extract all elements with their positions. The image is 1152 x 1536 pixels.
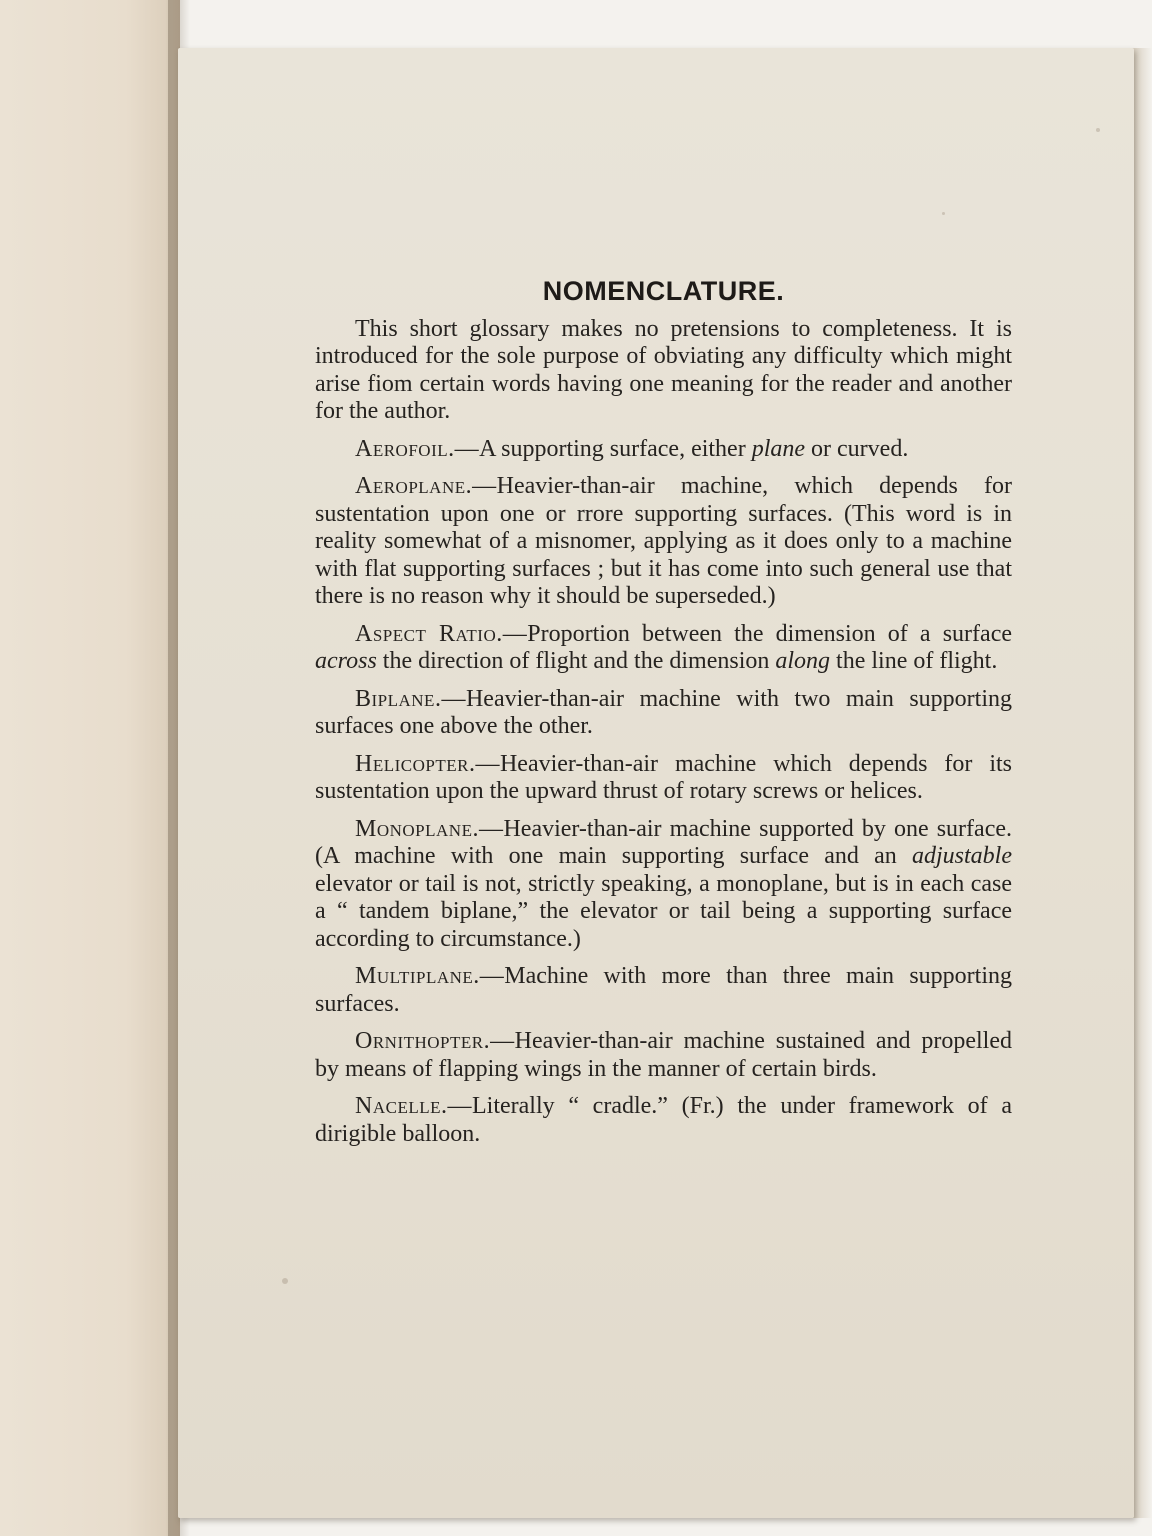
paper-spot xyxy=(942,212,945,215)
emphasis-text: adjustable xyxy=(912,843,1012,869)
glossary-term: Ornithopter.— xyxy=(355,1028,515,1054)
left-page xyxy=(0,0,180,1536)
definition-text: A supporting surface, either xyxy=(479,435,752,462)
definition-text: Machine with more than three main supporting surfaces. xyxy=(315,963,1012,1017)
definition-text: or curved. xyxy=(805,435,909,462)
definition-text: Heavier-than-air machine with two main supporting surfaces one above the other. xyxy=(315,685,1012,739)
glossary-entry xyxy=(315,621,1012,676)
glossary-term: Aspect Ratio.— xyxy=(355,620,528,647)
page-content xyxy=(315,278,1012,1158)
definition-text: Heavier-than-air machine which depends for its sustentation upon the upward thrust of rotary screws or helices. xyxy=(315,750,1012,804)
page-edge xyxy=(1132,48,1152,1518)
glossary-entry xyxy=(315,816,1012,954)
glossary-list xyxy=(315,436,1012,1149)
definition-text: the direction of flight and the dimension xyxy=(376,648,776,674)
definition-text: Heavier-than-air machine, which depends for sustentation upon one or rrore supporting surfaces. (This word is in reality somewhat of a misnomer, applying as it does only to a machine with flat supporting surfaces ; but it has come into such general use that there is no reason why it should be superseded.) xyxy=(315,473,1012,609)
emphasis-text: plane xyxy=(751,435,806,462)
glossary-entry xyxy=(315,686,1012,741)
emphasis-text: across xyxy=(315,648,377,674)
glossary-entry xyxy=(315,751,1012,806)
definition-text: Literally “ cradle.” (Fr.) the under framework of a dirigible balloon. xyxy=(315,1093,1012,1147)
glossary-term: Nacelle.— xyxy=(355,1093,472,1119)
glossary-term: Aerofoil.— xyxy=(355,435,480,462)
glossary-entry xyxy=(315,436,1012,464)
glossary-entry xyxy=(315,473,1012,611)
definition-text: Heavier-than-air machine supported by one surface. (A machine with one main supporting surface and an xyxy=(315,815,1012,869)
glossary-term: Monoplane.— xyxy=(355,815,504,842)
glossary-term: Multiplane.— xyxy=(355,963,505,989)
glossary-term: Aeroplane.— xyxy=(355,473,497,499)
intro-paragraph: This short glossary makes no pretensions to completeness. It is introduced for the sole purpose of obviating any difficulty which might arise fiom certain words having one meaning for the reader and another for the author. xyxy=(315,315,1012,424)
glossary-entry xyxy=(315,963,1012,1018)
paper-spot xyxy=(282,1278,288,1284)
glossary-entry xyxy=(315,1093,1012,1148)
glossary-term: Biplane.— xyxy=(355,685,466,712)
glossary-term: Helicopter.— xyxy=(355,750,500,777)
glossary-entry xyxy=(315,1028,1012,1083)
emphasis-text: along xyxy=(775,648,831,674)
paper-spot xyxy=(1096,128,1100,132)
definition-text: Heavier-than-air machine sustained and propelled by means of flapping wings in the manner of certain birds. xyxy=(315,1028,1012,1082)
page-title: NOMENCLATURE. xyxy=(542,276,785,306)
definition-text: the line of flight. xyxy=(830,648,998,674)
definition-text: elevator or tail is not, strictly speaking, a monoplane, but is in each case a “ tandem biplane,” the elevator or tail being a supporting surface according to circumstance.) xyxy=(315,870,1012,952)
definition-text: Proportion between the dimension of a surface xyxy=(527,620,1012,647)
